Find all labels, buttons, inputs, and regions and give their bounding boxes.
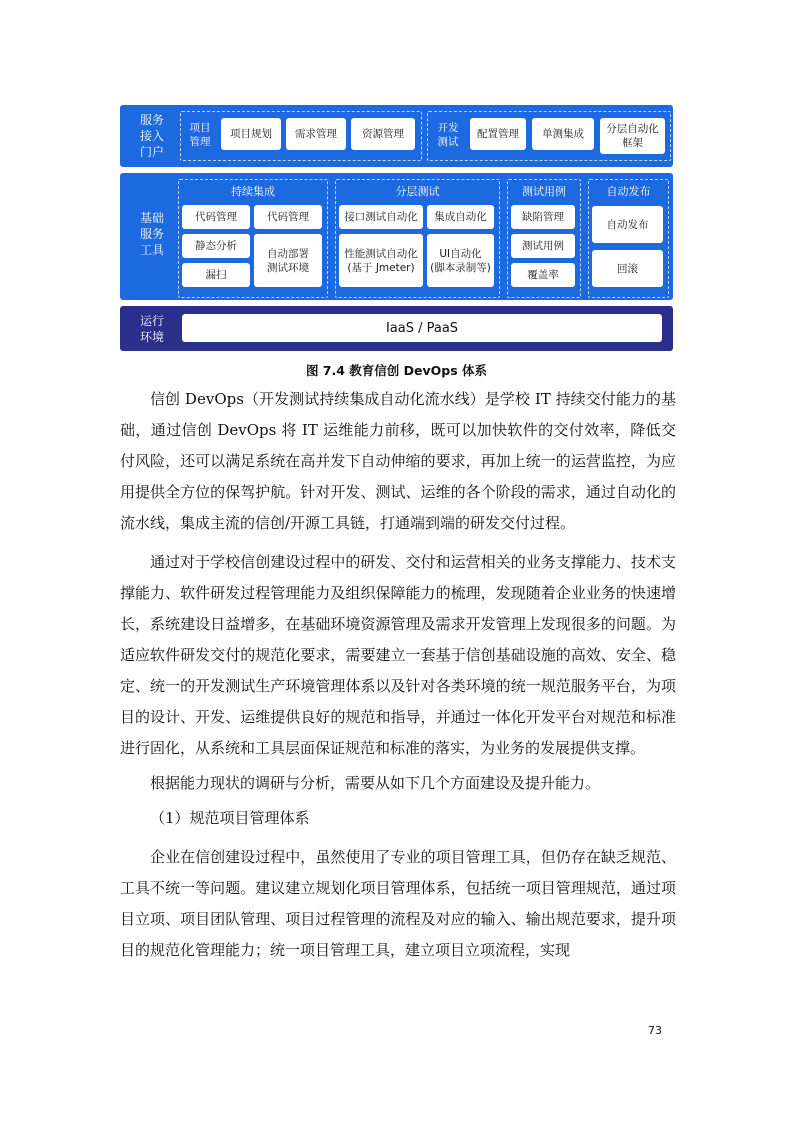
- runtime-label: 运行 环境: [139, 314, 164, 344]
- auto-release-box: 自动发布: [592, 206, 663, 243]
- paragraph-2: 通过对于学校信创建设过程中的研发、交付和运营相关的业务支撑能力、技术支撑能力、软件研发过程管理能力及组织保障能力的梳理，发现随着企业业务的快速增长，系统建设日益增多，在基础环境资源管理及需求开发管理上发现很多的问题。为适应软件研发交付的规范化要求，需要建立一套基于信创基础设施的高效、安全、稳定、统一的开发测试生产环境管理体系以及针对各类环境的统一规范服务平台，为项目的设计、开发、运维提供良好的规范和指导，并通过一体化开发平台对规范和标准进行固化，从系统和工具层面保证规范和标准的落实，为业务的发展提供支撑。: [120, 553, 676, 757]
- requirement-management-box: 需求管理: [286, 118, 346, 150]
- tools-band: [120, 173, 673, 300]
- defect-management-box: 缺陷管理: [511, 205, 575, 229]
- body-text: [120, 384, 676, 966]
- dev-test-label: 开发 测试: [437, 122, 459, 148]
- paragraph-4: 企业在信创建设过程中，虽然使用了专业的项目管理工具，但仍存在缺乏规范、工具不统一等问题。建议建立规划化项目管理体系，包括统一项目管理规范，通过项目立项、项目团队管理、项目过程管理的流程及对应的输入、输出规范要求，提升项目的规范化管理能力；统一项目管理工具，建立项目立项流程，实现: [120, 848, 676, 959]
- performance-test-automation-box: 性能测试自动化 (基于 Jmeter): [339, 234, 423, 287]
- portal-label: 服务 接入 门户: [139, 113, 164, 159]
- layered-test-title: 分层测试: [395, 185, 440, 198]
- coverage-box: 覆盖率: [511, 263, 575, 287]
- resource-management-box: 资源管理: [351, 118, 415, 150]
- figure-caption: 图 7.4 教育信创 DevOps 体系: [305, 363, 488, 378]
- paragraph-3: 根据能力现状的调研与分析，需要从如下几个方面建设及提升能力。: [150, 774, 601, 792]
- tools-label: 基础 服务 工具: [139, 211, 164, 257]
- ui-automation-box: UI自动化 (脚本录制等): [427, 234, 494, 287]
- auto-deploy-test-env-box: 自动部署 测试环境: [254, 234, 322, 287]
- auto-release-title: 自动发布: [606, 185, 651, 198]
- vulnerability-scan-box: 漏扫: [182, 263, 250, 287]
- layered-automation-framework-box: 分层自动化 框架: [600, 118, 665, 154]
- config-management-box: 配置管理: [470, 118, 526, 150]
- ci-code-management-box-2: 代码管理: [254, 205, 322, 229]
- unit-test-integration-box: 单测集成: [532, 118, 594, 150]
- integration-automation-box: 集成自动化: [427, 205, 494, 229]
- api-test-automation-box: 接口测试自动化: [339, 205, 423, 229]
- section-heading: （1）规范项目管理体系: [150, 809, 310, 827]
- project-planning-box: 项目规划: [221, 118, 281, 150]
- portal-band: [120, 105, 673, 167]
- devops-diagram: [120, 105, 673, 351]
- page-number: 73: [648, 1024, 662, 1037]
- ci-code-management-box-1: 代码管理: [182, 205, 250, 229]
- static-analysis-box: 静态分析: [182, 234, 250, 258]
- iaas-paas-box: IaaS / PaaS: [182, 314, 662, 342]
- project-management-label: 项目 管理: [189, 122, 211, 148]
- test-cases-title: 测试用例: [522, 185, 566, 198]
- rollback-box: 回滚: [592, 250, 663, 287]
- ci-title: 持续集成: [231, 185, 275, 198]
- test-case-box: 测试用例: [511, 234, 575, 258]
- paragraph-1: 信创 DevOps（开发测试持续集成自动化流水线）是学校 IT 持续交付能力的基础，通过信创 DevOps 将 IT 运维能力前移，既可以加快软件的交付效率，降低交付风险，还可以满足系统在高并发下自动伸缩的要求，再加上统一的运营监控，为应用提供全方位的保驾护航。针对开发、测试、运维的各个阶段的需求，通过自动化的流水线，集成主流的信创/开源工具链，打通端到端的研发交付过程。: [120, 390, 676, 532]
